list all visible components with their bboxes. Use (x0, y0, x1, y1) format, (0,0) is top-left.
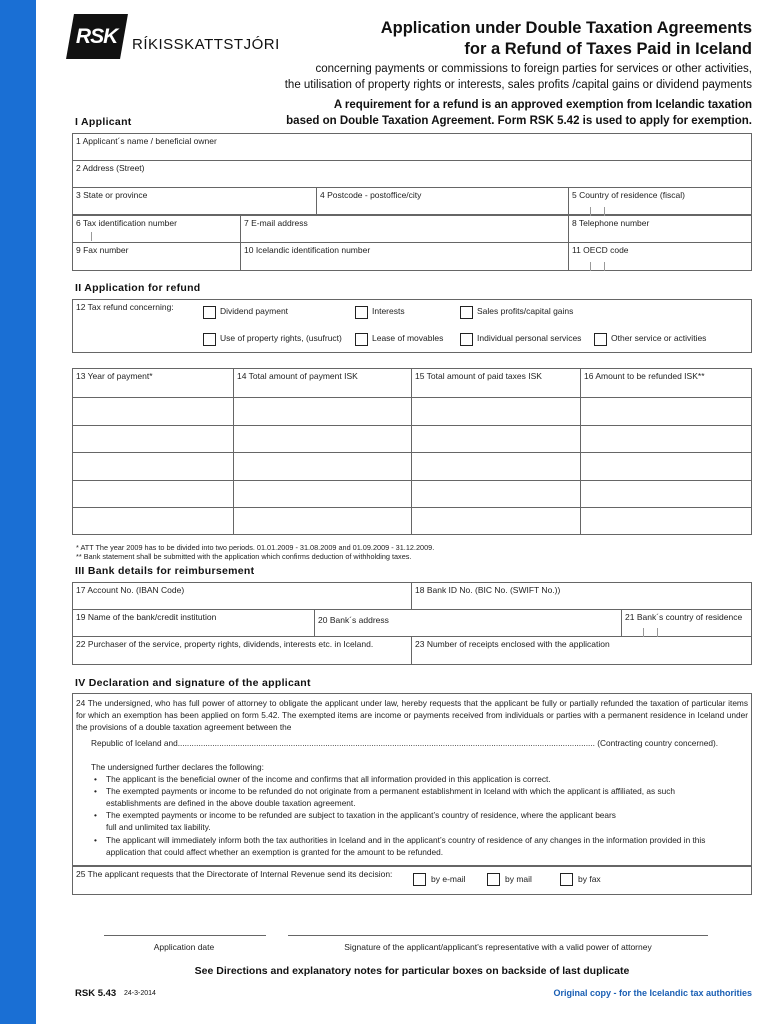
lease-movables-label: Lease of movables (372, 333, 444, 343)
state-field[interactable]: 3 State or province (72, 187, 317, 215)
property-rights-label: Use of property rights, (usufruct) (220, 333, 342, 343)
signature-caption: Signature of the applicant/applicant’s representative with a valid power of attorney (344, 942, 652, 952)
interests-label: Interests (372, 306, 405, 316)
dividend-label: Dividend payment (220, 306, 289, 316)
telephone-field[interactable]: 8 Telephone number (568, 215, 752, 243)
by-mail-checkbox[interactable] (487, 873, 500, 886)
footnote-year: * ATT The year 2009 has to be divided into two periods. 01.01.2009 - 31.08.2009 and 01.09.2009 - 31.12.2009. (76, 543, 435, 552)
other-service-label: Other service or activities (611, 333, 707, 343)
form-title: Application under Double Taxation Agreements for a Refund of Taxes Paid in Iceland (380, 19, 752, 58)
col-taxes-header: 15 Total amount of paid taxes ISK (415, 371, 542, 381)
field-tick (657, 628, 658, 637)
postcode-field[interactable]: 4 Postcode - postoffice/city (316, 187, 569, 215)
left-color-stripe (0, 0, 36, 1024)
swift-field[interactable]: 18 Bank ID No. (BIC No. (SWIFT No.)) (411, 582, 752, 610)
declaration-item: • The applicant is the beneficial owner of the income and confirms that all information provided in this application is correct. (91, 773, 746, 785)
table-row[interactable] (72, 480, 752, 481)
declaration-item: • The applicant will immediately inform both the tax authorities in Iceland and in the applicant’s country of residence of any changes in the information provided in this application that could affect whether an exemption is granted for the amount to be refunded. (91, 834, 746, 858)
by-email-checkbox[interactable] (413, 873, 426, 886)
applicant-name-field[interactable]: 1 Applicant´s name / beneficial owner (72, 133, 752, 161)
field-tick (643, 628, 644, 637)
declaration-text: 24 The undersigned, who has full power of attorney to obligate the applicant under law, hereby requests that the applicant be fully or partially refunded the taxation of particular items for which an exemption has been applied on form 5.42. The exempted items are income or payments received from individuals or parties with a permanent residence in Iceland under the provisions of a double taxation agreement between the (76, 698, 748, 733)
fax-field[interactable]: 9 Fax number (72, 242, 241, 271)
field-tick (91, 232, 92, 241)
property-rights-checkbox[interactable] (203, 333, 216, 346)
personal-services-label: Individual personal services (477, 333, 582, 343)
section-bank-title: III Bank details for reimbursement (75, 565, 255, 577)
section-refund-title: II Application for refund (75, 282, 201, 294)
org-name: RÍKISSKATTSTJÓRI (132, 36, 280, 53)
oecd-code-field[interactable]: 11 OECD code (568, 242, 752, 271)
date-line[interactable] (104, 935, 266, 936)
col-year-header: 13 Year of payment* (76, 371, 153, 381)
interests-checkbox[interactable] (355, 306, 368, 319)
country-residence-field[interactable]: 5 Country of residence (fiscal) (568, 187, 752, 215)
bank-name-field[interactable]: 19 Name of the bank/credit institution (72, 609, 315, 637)
by-email-label: by e-mail (431, 874, 466, 884)
other-service-checkbox[interactable] (594, 333, 607, 346)
iban-field[interactable]: 17 Account No. (IBAN Code) (72, 582, 412, 610)
refund-concerning-label: 12 Tax refund concerning: (76, 302, 174, 312)
footnote-bank: ** Bank statement shall be submitted with the application which confirms deduction of withholding taxes. (76, 552, 412, 561)
field-tick (590, 207, 591, 216)
declaration-item: • The exempted payments or income to be refunded are subject to taxation in the applicant’s country of residence, where the applicant bears full and unlimited tax liability. (91, 809, 746, 833)
section-declaration-title: IV Declaration and signature of the applicant (75, 677, 311, 689)
decision-label: 25 The applicant requests that the Directorate of Internal Revenue send its decision: (76, 869, 393, 879)
tax-id-field[interactable]: 6 Tax identification number (72, 215, 241, 243)
table-row[interactable] (72, 507, 752, 508)
form-date: 24-3-2014 (124, 990, 156, 997)
col-refund-header: 16 Amount to be refunded ISK** (584, 371, 705, 381)
dividend-checkbox[interactable] (203, 306, 216, 319)
further-declaration (91, 761, 746, 858)
signature-line[interactable] (288, 935, 708, 936)
icelandic-id-field[interactable]: 10 Icelandic identification number (240, 242, 569, 271)
contracting-country-line[interactable]: Republic of Iceland and..................................................................................................................................................................................... (Contracting country concerned). (91, 738, 719, 748)
by-fax-checkbox[interactable] (560, 873, 573, 886)
address-field[interactable]: 2 Address (Street) (72, 160, 752, 188)
sales-profits-label: Sales profits/capital gains (477, 306, 574, 316)
date-caption: Application date (153, 942, 215, 952)
purchaser-field[interactable]: 22 Purchaser of the service, property rights, dividends, interests etc. in Iceland. (72, 636, 412, 665)
copy-note: Original copy - for the Icelandic tax authorities (553, 988, 752, 998)
requirement-note: A requirement for a refund is an approved exemption from Icelandic taxation based on Double Taxation Agreement. Form RSK 5.42 is used to apply for exemption. (286, 99, 752, 127)
further-heading: The undersigned further declares the following: (91, 762, 264, 772)
personal-services-checkbox[interactable] (460, 333, 473, 346)
field-tick (604, 262, 605, 271)
receipts-count-field[interactable]: 23 Number of receipts enclosed with the application (411, 636, 752, 665)
bank-country-field[interactable]: 21 Bank´s country of residence (621, 609, 752, 637)
directions-note: See Directions and explanatory notes for particular boxes on backside of last duplicate (194, 965, 630, 977)
declaration-item: • The exempted payments or income to be refunded do not originate from a permanent establishment in Iceland with which the applicant is affiliated, as such establishments are defined in the above double taxation agreement. (91, 785, 746, 809)
table-row[interactable] (72, 452, 752, 453)
form-subtitle: concerning payments or commissions to foreign parties for services or other activities, the utilisation of property rights or interests, sales profits /capital gains or dividend payments (284, 63, 752, 91)
form-id: RSK 5.43 (75, 988, 117, 999)
bank-address-field[interactable]: 20 Bank´s address (314, 609, 622, 637)
lease-movables-checkbox[interactable] (355, 333, 368, 346)
section-applicant-title: I Applicant (75, 116, 132, 128)
by-fax-label: by fax (578, 874, 601, 884)
sales-profits-checkbox[interactable] (460, 306, 473, 319)
col-payment-header: 14 Total amount of payment ISK (237, 371, 358, 381)
by-mail-label: by mail (505, 874, 532, 884)
rsk-logo: RSK (66, 14, 128, 59)
table-row[interactable] (72, 397, 752, 398)
field-tick (604, 207, 605, 216)
table-row[interactable] (72, 425, 752, 426)
email-field[interactable]: 7 E-mail address (240, 215, 569, 243)
field-tick (590, 262, 591, 271)
refund-concerning-box (72, 299, 752, 353)
